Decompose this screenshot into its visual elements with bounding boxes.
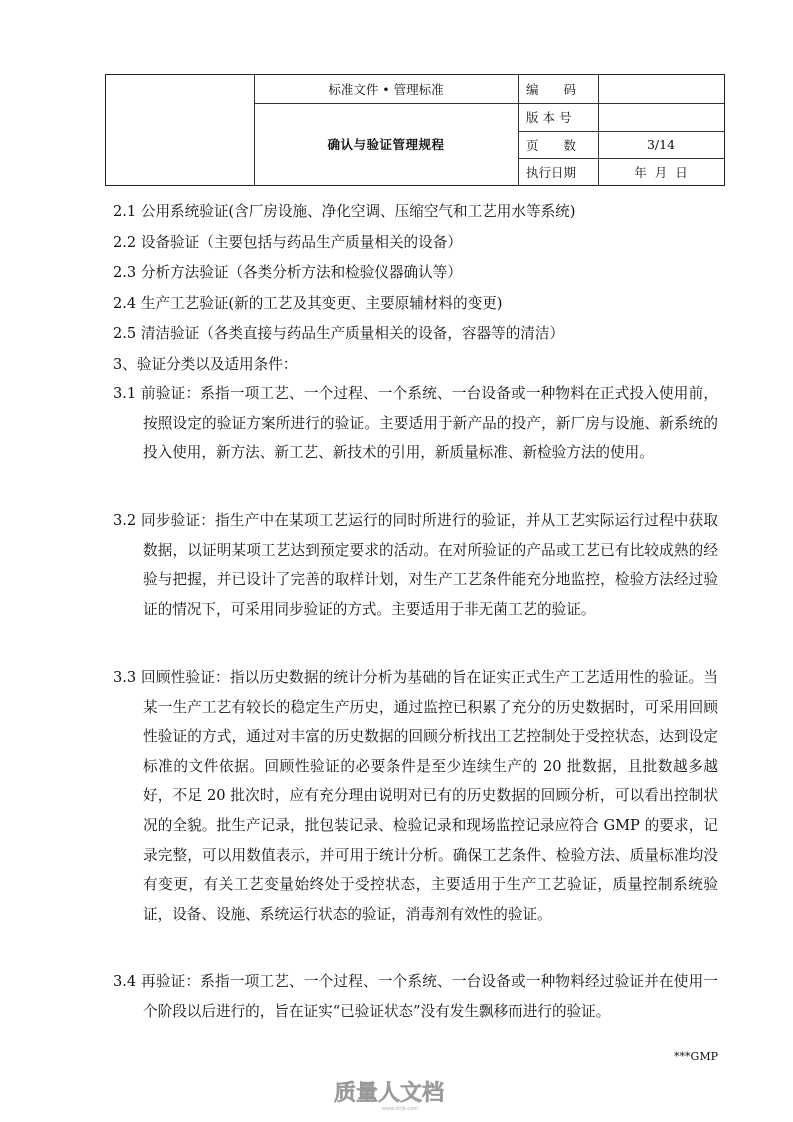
paragraph-3-1 <box>113 379 718 468</box>
paragraph-text: 3.3 回顾性验证：指以历史数据的统计分析为基础的旨在证实正式生产工艺适用性的验证。当某一生产工艺有较长的稳定生产历史，通过监控已积累了充分的历史数据时，可采用回顾性验证的方式，通过对丰富的历史数据的回顾分析找出工艺控制处于受控状态，达到设定标准的文件依据。回顾性验证的必要条件是至少连续生产的 20 批数据，且批数越多越好，不足 20 批次时，应有充分理由说明对已有的历史数据的回顾分析，可以看出控制状况的全貌。批生产记录，批包装记录、检验记录和现场监控记录应符合 GMP 的要求，记录完整，可以用数值表示，并可用于统计分析。确保工艺条件、检验方法、质量标准均没有变更，有关工艺变量始终处于受控状态，主要适用于生产工艺验证，质量控制系统验证，设备、设施、系统运行状态的验证，消毒剂有效性的验证。 <box>113 669 718 923</box>
list-item: 2.3 分析方法验证（各类分析方法和检验仪器确认等） <box>113 264 462 281</box>
logo-sub: www.zlrjk.com <box>382 1106 419 1112</box>
paragraph-text: 3.4 再验证：系指一项工艺、一个过程、一个系统、一台设备或一种物料经过验证并在使用一个阶段以后进行的，旨在证实“已验证状态”没有发生飘移而进行的验证。 <box>113 973 718 1020</box>
paragraph-3-2 <box>113 506 718 624</box>
watermark-logo <box>330 1072 470 1112</box>
document-header-table <box>105 74 725 186</box>
section-heading: 3、验证分类以及适用条件： <box>113 356 298 373</box>
footer-mark: ***GMP <box>674 1050 718 1063</box>
doc-type: 标准文件 • 管理标准 <box>328 82 444 97</box>
field-label-version: 版 本 号 <box>526 110 572 125</box>
list-item: 2.4 生产工艺验证(新的工艺及其变更、主要原辅材料的变更) <box>113 295 503 312</box>
list-item: 2.2 设备验证（主要包括与药品生产质量相关的设备） <box>113 234 462 251</box>
field-label-code: 编 码 <box>526 82 577 97</box>
field-value-date: 年 月 日 <box>634 164 688 180</box>
paragraph-3-3 <box>113 663 718 929</box>
field-value-pages: 3/14 <box>646 137 676 152</box>
list-item: 2.1 公用系统验证(含厂房设施、净化空调、压缩空气和工艺用水等系统) <box>113 203 576 220</box>
field-label-pages: 页 数 <box>526 137 577 153</box>
logo-cell <box>106 75 254 185</box>
paragraph-text: 3.2 同步验证：指生产中在某项工艺运行的同时所进行的验证，并从工艺实际运行过程中获取数据，以证明某项工艺达到预定要求的活动。在对所验证的产品或工艺已有比较成熟的经验与把握，并已设计了完善的取样计划，对生产工艺条件能充分地监控，检验方法经过验证的情况下，可采用同步验证的方式。主要适用于非无菌工艺的验证。 <box>113 512 718 618</box>
field-value-code <box>598 75 724 103</box>
logo-text: 质量人文档 <box>334 1081 445 1106</box>
field-value-version <box>598 103 724 131</box>
paragraph-3-4 <box>113 967 718 1026</box>
document-title: 确认与验证管理规程 <box>327 137 445 152</box>
paragraph-text: 3.1 前验证：系指一项工艺、一个过程、一个系统、一台设备或一种物料在正式投入使用前，按照设定的验证方案所进行的验证。主要适用于新产品的投产，新厂房与设施、新系统的投入使用，新方法、新工艺、新技术的引用，新质量标准、新检验方法的使用。 <box>113 385 718 462</box>
field-label-date: 执行日期 <box>526 164 577 180</box>
list-item: 2.5 清洁验证（各类直接与药品生产质量相关的设备，容器等的清洁） <box>113 325 565 342</box>
